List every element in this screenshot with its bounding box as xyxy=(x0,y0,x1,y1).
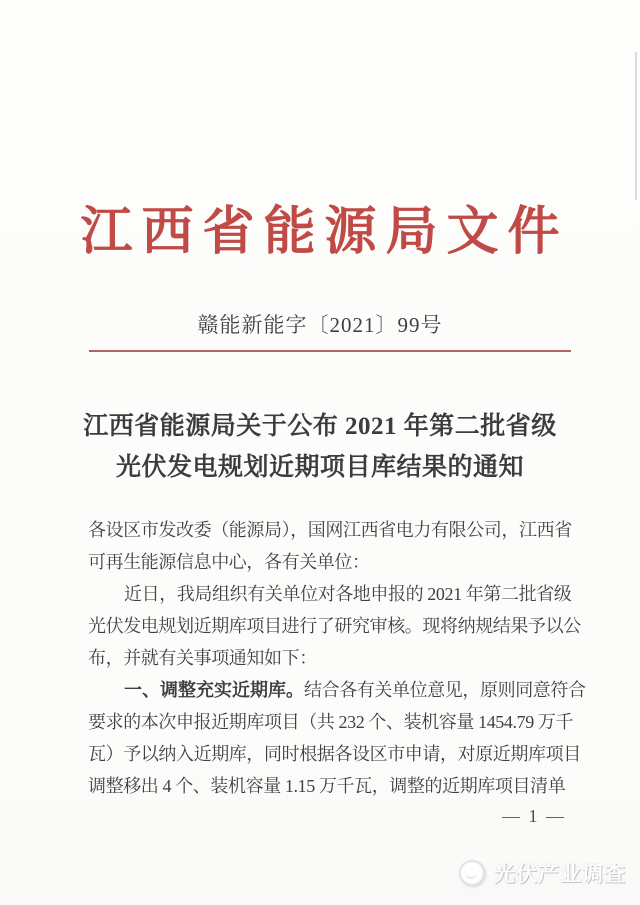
page-number: — 1 — xyxy=(502,806,566,826)
header-red-divider xyxy=(89,350,571,352)
notice-title-line2: 光伏发电规划近期项目库结果的通知 xyxy=(115,454,524,481)
salutation-line: 各设区市发改委（能源局），国网江西省电力有限公司，江西省 xyxy=(88,520,572,540)
document-body xyxy=(88,514,586,802)
intro-paragraph-line: 光伏发电规划近期库项目进行了研究审核。现将纳规结果予以公 xyxy=(88,616,581,636)
intro-paragraph-line: 近日，我局组织有关单位对各地申报的 2021 年第二批省级 xyxy=(124,584,572,604)
notice-title-line1: 江西省能源局关于公布 2021 年第二批省级 xyxy=(83,413,557,440)
item1-first-line xyxy=(88,674,586,706)
salutation-line: 可再生能源信息中心，各有关单位： xyxy=(88,552,370,572)
watermark-label: 光伏产业调查 xyxy=(494,863,626,886)
item1-line: 调整移出 4 个、装机容量 1.15 万千瓦，调整的近期库项目清单 xyxy=(88,776,566,796)
item1-heading: 一、调整充实近期库。 xyxy=(124,680,304,700)
watermark xyxy=(459,858,626,888)
intro-paragraph-line: 布，并就有关事项通知如下： xyxy=(88,648,317,668)
document-number: 赣能新能字〔2021〕99号 xyxy=(197,313,443,337)
item1-line: 瓦）予以纳入近期库，同时根据各设区市申请，对原近期库项目 xyxy=(88,744,581,764)
scan-edge-artifact xyxy=(635,52,637,200)
watermark-logo-icon xyxy=(459,860,485,886)
agency-header-title: 江西省能源局文件 xyxy=(80,204,569,261)
item1-line: 要求的本次申报近期库项目（共 232 个、装机容量 1454.79 万千 xyxy=(88,712,574,732)
item1-heading-rest: 结合各有关单位意见，原则同意符合 xyxy=(304,680,586,700)
notice-title xyxy=(40,406,600,488)
